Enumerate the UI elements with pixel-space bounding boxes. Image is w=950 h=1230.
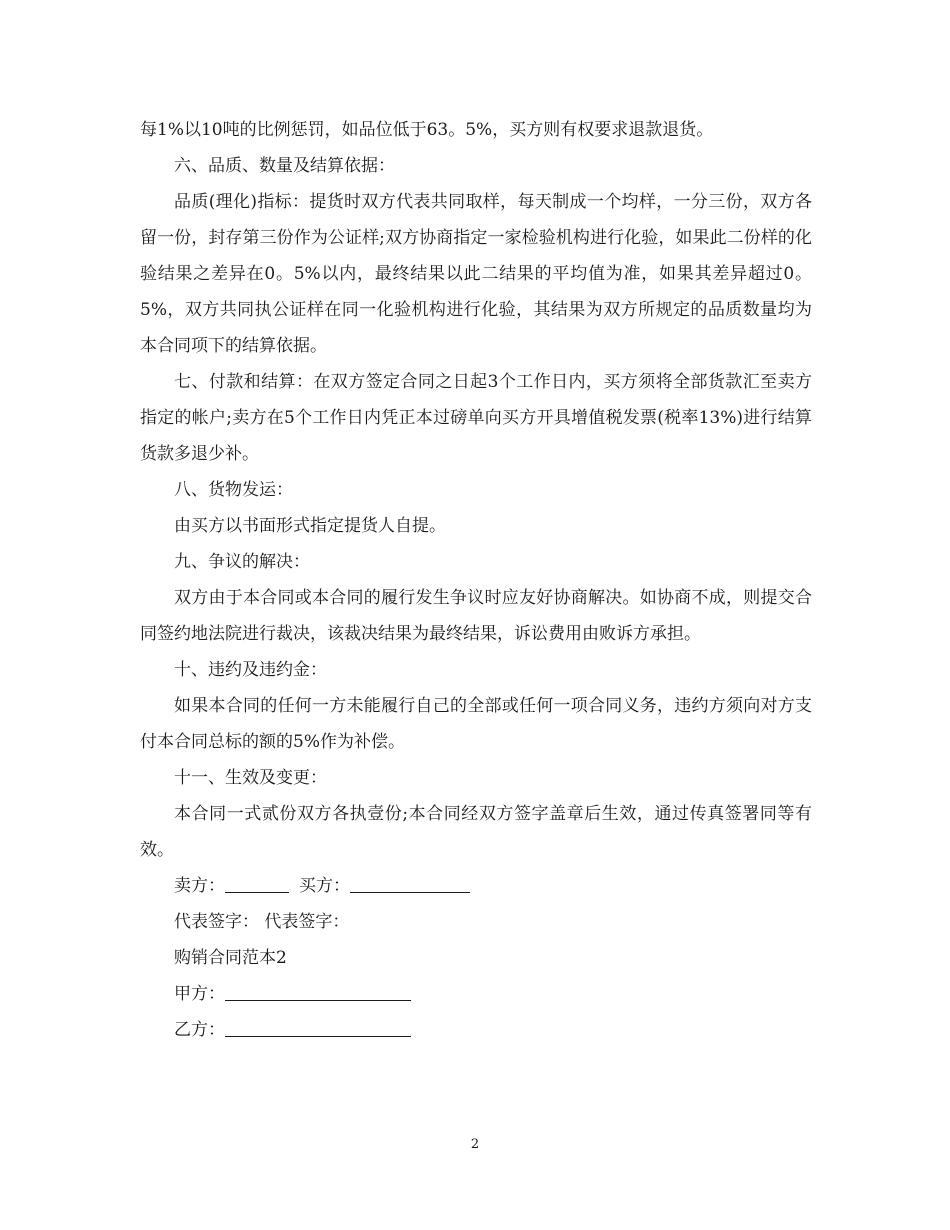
party-b-line <box>140 1012 812 1048</box>
seller-buyer-line <box>140 868 812 904</box>
rep-sign-label-2: 代表签字： <box>264 912 350 932</box>
buyer-label: 买方： <box>299 876 350 896</box>
clause-11-heading: 十一、生效及变更： <box>174 768 327 788</box>
clause-10-heading: 十、违约及违约金： <box>174 660 327 680</box>
clause-10-text: 如果本合同的任何一方未能履行自己的全部或任何一项合同义务，违约方须向对方支付本合同总标的额的5%作为补偿。 <box>140 696 812 752</box>
next-contract-title: 购销合同范本2 <box>174 948 287 968</box>
clause-11-text: 本合同一式贰份双方各执壹份;本合同经双方签字盖章后生效，通过传真签署同等有效。 <box>140 804 812 860</box>
clause-8-heading: 八、货物发运： <box>174 480 293 500</box>
clause-8-text: 由买方以书面形式指定提货人自提。 <box>174 516 446 536</box>
party-b-blank <box>225 1012 411 1037</box>
clause-6-text: 品质(理化)指标：提货时双方代表共同取样，每天制成一个均样，一分三份，双方各留一份，封存第三份作为公证样;双方协商指定一家检验机构进行化验，如果此二份样的化验结果之差异在0。5%以内，最终结果以此二结果的平均值为准，如果其差异超过0。5%，双方共同执公证样在同一化验机构进行化验，其结果为双方所规定的品质数量均为本合同项下的结算依据。 <box>140 192 812 356</box>
document-body <box>140 112 812 1048</box>
party-a-label: 甲方： <box>174 984 225 1004</box>
page-number: 2 <box>470 1137 480 1152</box>
clause-6-heading: 六、品质、数量及结算依据： <box>174 156 395 176</box>
clause-9-heading: 九、争议的解决： <box>174 552 310 572</box>
seller-blank <box>225 868 289 893</box>
party-b-label: 乙方： <box>174 1020 225 1040</box>
seller-label: 卖方： <box>174 876 225 896</box>
party-a-line <box>140 976 812 1012</box>
clause-5-continuation: 每1%以10吨的比例惩罚，如品位低于63。5%，买方则有权要求退款退货。 <box>140 120 714 140</box>
party-a-blank <box>225 976 411 1001</box>
buyer-blank <box>350 868 470 893</box>
clause-7-text: 七、付款和结算：在双方签定合同之日起3个工作日内，买方须将全部货款汇至卖方指定的帐户;卖方在5个工作日内凭正本过磅单向买方开具增值税发票(税率13%)进行结算货款多退少补。 <box>140 372 812 464</box>
clause-9-text: 双方由于本合同或本合同的履行发生争议时应友好协商解决。如协商不成，则提交合同签约地法院进行裁决，该裁决结果为最终结果，诉讼费用由败诉方承担。 <box>140 588 812 644</box>
rep-sign-label-1: 代表签字： <box>174 912 259 932</box>
representative-sign-line <box>140 904 812 940</box>
